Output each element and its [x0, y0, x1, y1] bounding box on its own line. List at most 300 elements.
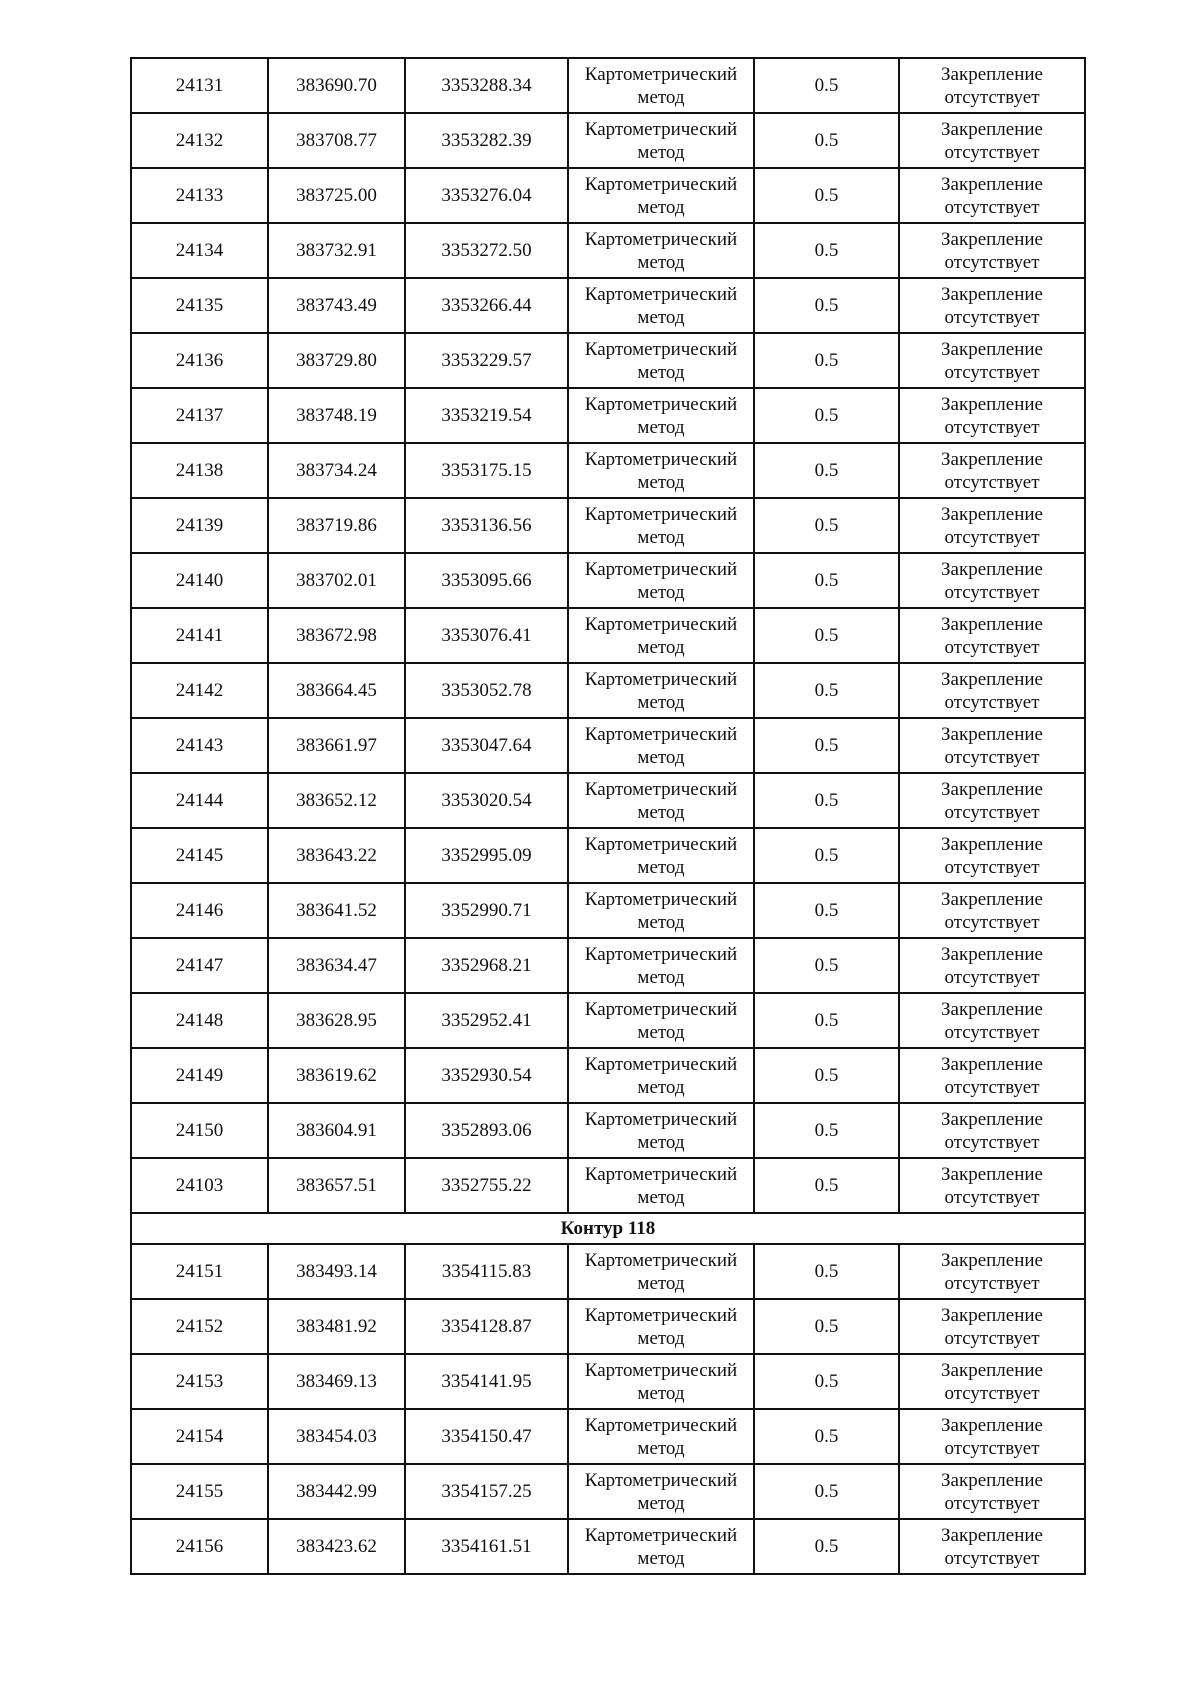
table-row: [131, 113, 1085, 168]
method-cell: [568, 1244, 754, 1299]
coordinate-y-cell: 3352930.54: [405, 1048, 568, 1103]
method-line2: метод: [637, 471, 685, 493]
section-title: Контур 118: [131, 1213, 1085, 1244]
table-row: [131, 1158, 1085, 1213]
fixation-cell: [899, 553, 1085, 608]
method-line1: Картометрический: [584, 778, 738, 800]
method-line1: Картометрический: [584, 558, 738, 580]
accuracy-cell: 0.5: [754, 883, 899, 938]
method-cell: [568, 1464, 754, 1519]
point-number-cell: 24144: [131, 773, 268, 828]
method-line2: метод: [637, 746, 685, 768]
method-cell: [568, 1519, 754, 1574]
table-row: [131, 223, 1085, 278]
table-row: [131, 388, 1085, 443]
method-line2: метод: [637, 141, 685, 163]
fixation-cell: [899, 443, 1085, 498]
method-line2: метод: [637, 801, 685, 823]
method-cell: [568, 443, 754, 498]
fixation-line1: Закрепление: [941, 998, 1043, 1020]
fixation-cell: [899, 1244, 1085, 1299]
accuracy-cell: 0.5: [754, 718, 899, 773]
method-line2: метод: [637, 196, 685, 218]
accuracy-cell: 0.5: [754, 553, 899, 608]
fixation-line2: отсутствует: [944, 1272, 1040, 1294]
fixation-line1: Закрепление: [941, 173, 1043, 195]
method-cell: [568, 1158, 754, 1213]
table-row: [131, 443, 1085, 498]
point-number-cell: 24131: [131, 58, 268, 113]
coordinate-x-cell: 383634.47: [268, 938, 405, 993]
coordinate-y-cell: 3352968.21: [405, 938, 568, 993]
fixation-cell: [899, 883, 1085, 938]
point-number-cell: 24152: [131, 1299, 268, 1354]
fixation-line2: отсутствует: [944, 251, 1040, 273]
coordinate-x-cell: 383734.24: [268, 443, 405, 498]
fixation-line1: Закрепление: [941, 283, 1043, 305]
fixation-line1: Закрепление: [941, 1053, 1043, 1075]
coordinate-x-cell: 383725.00: [268, 168, 405, 223]
method-cell: [568, 1048, 754, 1103]
coordinate-x-cell: 383423.62: [268, 1519, 405, 1574]
coordinate-y-cell: 3353272.50: [405, 223, 568, 278]
coordinate-x-cell: 383604.91: [268, 1103, 405, 1158]
fixation-line2: отсутствует: [944, 361, 1040, 383]
accuracy-cell: 0.5: [754, 223, 899, 278]
method-line1: Картометрический: [584, 888, 738, 910]
fixation-line1: Закрепление: [941, 668, 1043, 690]
fixation-line2: отсутствует: [944, 1437, 1040, 1459]
method-line1: Картометрический: [584, 503, 738, 525]
method-line1: Картометрический: [584, 1414, 738, 1436]
method-line2: метод: [637, 86, 685, 108]
fixation-cell: [899, 1103, 1085, 1158]
coordinate-y-cell: 3353095.66: [405, 553, 568, 608]
method-line1: Картометрический: [584, 118, 738, 140]
table-row: [131, 1409, 1085, 1464]
coordinate-x-cell: 383743.49: [268, 278, 405, 333]
point-number-cell: 24149: [131, 1048, 268, 1103]
table-row: [131, 828, 1085, 883]
accuracy-cell: 0.5: [754, 498, 899, 553]
coordinate-x-cell: 383454.03: [268, 1409, 405, 1464]
point-number-cell: 24147: [131, 938, 268, 993]
point-number-cell: 24146: [131, 883, 268, 938]
point-number-cell: 24133: [131, 168, 268, 223]
coordinates-table-body: [131, 58, 1085, 1574]
method-cell: [568, 278, 754, 333]
fixation-line1: Закрепление: [941, 723, 1043, 745]
method-line2: метод: [637, 856, 685, 878]
fixation-line2: отсутствует: [944, 1076, 1040, 1098]
fixation-cell: [899, 278, 1085, 333]
method-line2: метод: [637, 691, 685, 713]
fixation-line1: Закрепление: [941, 558, 1043, 580]
accuracy-cell: 0.5: [754, 993, 899, 1048]
method-line2: метод: [637, 1021, 685, 1043]
table-row: [131, 1244, 1085, 1299]
method-cell: [568, 608, 754, 663]
fixation-line2: отсутствует: [944, 856, 1040, 878]
coordinate-y-cell: 3353052.78: [405, 663, 568, 718]
point-number-cell: 24137: [131, 388, 268, 443]
accuracy-cell: 0.5: [754, 388, 899, 443]
table-row: [131, 553, 1085, 608]
method-line2: метод: [637, 636, 685, 658]
table-row: [131, 663, 1085, 718]
coordinate-x-cell: 383442.99: [268, 1464, 405, 1519]
coordinate-x-cell: 383732.91: [268, 223, 405, 278]
fixation-cell: [899, 1048, 1085, 1103]
method-line1: Картометрический: [584, 1469, 738, 1491]
table-row: [131, 718, 1085, 773]
coordinate-x-cell: 383493.14: [268, 1244, 405, 1299]
point-number-cell: 24154: [131, 1409, 268, 1464]
point-number-cell: 24135: [131, 278, 268, 333]
table-row: [131, 1464, 1085, 1519]
fixation-cell: [899, 58, 1085, 113]
method-line1: Картометрический: [584, 1359, 738, 1381]
point-number-cell: 24142: [131, 663, 268, 718]
accuracy-cell: 0.5: [754, 278, 899, 333]
method-line1: Картометрический: [584, 723, 738, 745]
accuracy-cell: 0.5: [754, 333, 899, 388]
fixation-line2: отсутствует: [944, 471, 1040, 493]
coordinate-x-cell: 383652.12: [268, 773, 405, 828]
coordinate-x-cell: 383702.01: [268, 553, 405, 608]
fixation-line2: отсутствует: [944, 1131, 1040, 1153]
fixation-cell: [899, 1158, 1085, 1213]
coordinate-y-cell: 3354150.47: [405, 1409, 568, 1464]
fixation-line1: Закрепление: [941, 1524, 1043, 1546]
fixation-line1: Закрепление: [941, 1163, 1043, 1185]
fixation-cell: [899, 1354, 1085, 1409]
accuracy-cell: 0.5: [754, 1354, 899, 1409]
method-line1: Картометрический: [584, 393, 738, 415]
method-cell: [568, 938, 754, 993]
coordinate-x-cell: 383664.45: [268, 663, 405, 718]
accuracy-cell: 0.5: [754, 1409, 899, 1464]
accuracy-cell: 0.5: [754, 1048, 899, 1103]
fixation-line1: Закрепление: [941, 613, 1043, 635]
coordinate-x-cell: 383672.98: [268, 608, 405, 663]
coordinate-x-cell: 383690.70: [268, 58, 405, 113]
accuracy-cell: 0.5: [754, 773, 899, 828]
method-line1: Картометрический: [584, 173, 738, 195]
fixation-line1: Закрепление: [941, 1249, 1043, 1271]
fixation-line1: Закрепление: [941, 833, 1043, 855]
method-cell: [568, 1299, 754, 1354]
coordinate-y-cell: 3352755.22: [405, 1158, 568, 1213]
method-line2: метод: [637, 1547, 685, 1569]
coordinate-x-cell: 383643.22: [268, 828, 405, 883]
method-cell: [568, 663, 754, 718]
method-cell: [568, 553, 754, 608]
method-line2: метод: [637, 1492, 685, 1514]
method-cell: [568, 1354, 754, 1409]
fixation-cell: [899, 168, 1085, 223]
method-line2: метод: [637, 911, 685, 933]
accuracy-cell: 0.5: [754, 443, 899, 498]
table-row: [131, 1354, 1085, 1409]
point-number-cell: 24140: [131, 553, 268, 608]
fixation-cell: [899, 773, 1085, 828]
fixation-line2: отсутствует: [944, 691, 1040, 713]
method-line2: метод: [637, 306, 685, 328]
coordinates-table: [130, 57, 1086, 1575]
table-row: [131, 1299, 1085, 1354]
fixation-cell: [899, 663, 1085, 718]
fixation-cell: [899, 388, 1085, 443]
accuracy-cell: 0.5: [754, 168, 899, 223]
fixation-line2: отсутствует: [944, 801, 1040, 823]
method-cell: [568, 883, 754, 938]
method-cell: [568, 113, 754, 168]
fixation-line2: отсутствует: [944, 1492, 1040, 1514]
table-row: [131, 938, 1085, 993]
coordinate-y-cell: 3353047.64: [405, 718, 568, 773]
point-number-cell: 24148: [131, 993, 268, 1048]
method-line1: Картометрический: [584, 228, 738, 250]
fixation-line1: Закрепление: [941, 338, 1043, 360]
coordinate-y-cell: 3354161.51: [405, 1519, 568, 1574]
table-row: [131, 773, 1085, 828]
fixation-line1: Закрепление: [941, 393, 1043, 415]
method-line1: Картометрический: [584, 1053, 738, 1075]
point-number-cell: 24139: [131, 498, 268, 553]
accuracy-cell: 0.5: [754, 1244, 899, 1299]
method-line2: метод: [637, 1076, 685, 1098]
coordinate-y-cell: 3352893.06: [405, 1103, 568, 1158]
fixation-line2: отсутствует: [944, 581, 1040, 603]
method-line2: метод: [637, 361, 685, 383]
point-number-cell: 24153: [131, 1354, 268, 1409]
method-line1: Картометрический: [584, 943, 738, 965]
point-number-cell: 24145: [131, 828, 268, 883]
coordinate-y-cell: 3352952.41: [405, 993, 568, 1048]
fixation-line1: Закрепление: [941, 888, 1043, 910]
method-cell: [568, 223, 754, 278]
point-number-cell: 24136: [131, 333, 268, 388]
method-line1: Картометрический: [584, 1163, 738, 1185]
table-row: [131, 498, 1085, 553]
fixation-line2: отсутствует: [944, 416, 1040, 438]
point-number-cell: 24155: [131, 1464, 268, 1519]
fixation-cell: [899, 1409, 1085, 1464]
coordinate-y-cell: 3353276.04: [405, 168, 568, 223]
coordinate-y-cell: 3353136.56: [405, 498, 568, 553]
method-line2: метод: [637, 416, 685, 438]
method-line1: Картометрический: [584, 1249, 738, 1271]
fixation-line1: Закрепление: [941, 118, 1043, 140]
fixation-cell: [899, 223, 1085, 278]
method-cell: [568, 828, 754, 883]
coordinate-y-cell: 3354157.25: [405, 1464, 568, 1519]
coordinate-x-cell: 383661.97: [268, 718, 405, 773]
method-line2: метод: [637, 1437, 685, 1459]
fixation-line2: отсутствует: [944, 196, 1040, 218]
fixation-line1: Закрепление: [941, 778, 1043, 800]
fixation-line2: отсутствует: [944, 746, 1040, 768]
coordinate-y-cell: 3352995.09: [405, 828, 568, 883]
method-line2: метод: [637, 1186, 685, 1208]
fixation-line2: отсутствует: [944, 1186, 1040, 1208]
method-cell: [568, 388, 754, 443]
coordinate-y-cell: 3354128.87: [405, 1299, 568, 1354]
table-row: [131, 608, 1085, 663]
table-row: [131, 278, 1085, 333]
method-line2: метод: [637, 1327, 685, 1349]
fixation-line1: Закрепление: [941, 1469, 1043, 1491]
fixation-line2: отсутствует: [944, 966, 1040, 988]
point-number-cell: 24150: [131, 1103, 268, 1158]
point-number-cell: 24132: [131, 113, 268, 168]
method-line1: Картометрический: [584, 63, 738, 85]
method-line1: Картометрический: [584, 1304, 738, 1326]
method-line1: Картометрический: [584, 1108, 738, 1130]
method-cell: [568, 333, 754, 388]
coordinate-x-cell: 383748.19: [268, 388, 405, 443]
method-cell: [568, 168, 754, 223]
fixation-line2: отсутствует: [944, 86, 1040, 108]
fixation-cell: [899, 828, 1085, 883]
point-number-cell: 24141: [131, 608, 268, 663]
method-cell: [568, 993, 754, 1048]
method-line2: метод: [637, 251, 685, 273]
coordinate-x-cell: 383719.86: [268, 498, 405, 553]
accuracy-cell: 0.5: [754, 1464, 899, 1519]
fixation-cell: [899, 1464, 1085, 1519]
fixation-cell: [899, 333, 1085, 388]
coordinate-x-cell: 383469.13: [268, 1354, 405, 1409]
accuracy-cell: 0.5: [754, 1519, 899, 1574]
method-cell: [568, 498, 754, 553]
method-cell: [568, 773, 754, 828]
fixation-line2: отсутствует: [944, 526, 1040, 548]
coordinate-y-cell: 3353282.39: [405, 113, 568, 168]
fixation-line1: Закрепление: [941, 1304, 1043, 1326]
method-line1: Картометрический: [584, 613, 738, 635]
method-line1: Картометрический: [584, 998, 738, 1020]
method-line2: метод: [637, 526, 685, 548]
fixation-cell: [899, 498, 1085, 553]
table-row: [131, 883, 1085, 938]
point-number-cell: 24138: [131, 443, 268, 498]
coordinate-y-cell: 3354115.83: [405, 1244, 568, 1299]
fixation-line2: отсутствует: [944, 911, 1040, 933]
point-number-cell: 24156: [131, 1519, 268, 1574]
coordinate-y-cell: 3353175.15: [405, 443, 568, 498]
fixation-line1: Закрепление: [941, 63, 1043, 85]
fixation-line2: отсутствует: [944, 1327, 1040, 1349]
point-number-cell: 24134: [131, 223, 268, 278]
fixation-cell: [899, 608, 1085, 663]
method-line1: Картометрический: [584, 338, 738, 360]
fixation-cell: [899, 938, 1085, 993]
table-row: [131, 993, 1085, 1048]
accuracy-cell: 0.5: [754, 1299, 899, 1354]
fixation-cell: [899, 1299, 1085, 1354]
fixation-line1: Закрепление: [941, 1359, 1043, 1381]
method-cell: [568, 1103, 754, 1158]
method-line1: Картометрический: [584, 448, 738, 470]
coordinate-y-cell: 3353219.54: [405, 388, 568, 443]
accuracy-cell: 0.5: [754, 1158, 899, 1213]
method-line2: метод: [637, 1272, 685, 1294]
coordinate-x-cell: 383628.95: [268, 993, 405, 1048]
coordinate-y-cell: 3354141.95: [405, 1354, 568, 1409]
coordinate-y-cell: 3353076.41: [405, 608, 568, 663]
coordinate-y-cell: 3353288.34: [405, 58, 568, 113]
fixation-line1: Закрепление: [941, 1108, 1043, 1130]
section-header-row: [131, 1213, 1085, 1244]
coordinate-x-cell: 383729.80: [268, 333, 405, 388]
table-row: [131, 333, 1085, 388]
fixation-line2: отсутствует: [944, 1382, 1040, 1404]
method-line1: Картометрический: [584, 1524, 738, 1546]
fixation-line1: Закрепление: [941, 943, 1043, 965]
table-row: [131, 1103, 1085, 1158]
method-cell: [568, 58, 754, 113]
accuracy-cell: 0.5: [754, 1103, 899, 1158]
method-cell: [568, 1409, 754, 1464]
table-row: [131, 168, 1085, 223]
coordinate-x-cell: 383641.52: [268, 883, 405, 938]
coordinate-x-cell: 383708.77: [268, 113, 405, 168]
fixation-cell: [899, 718, 1085, 773]
method-line1: Картометрический: [584, 833, 738, 855]
coordinate-y-cell: 3353229.57: [405, 333, 568, 388]
fixation-line2: отсутствует: [944, 636, 1040, 658]
table-row: [131, 58, 1085, 113]
fixation-line1: Закрепление: [941, 448, 1043, 470]
accuracy-cell: 0.5: [754, 828, 899, 883]
fixation-cell: [899, 1519, 1085, 1574]
accuracy-cell: 0.5: [754, 663, 899, 718]
accuracy-cell: 0.5: [754, 938, 899, 993]
point-number-cell: 24143: [131, 718, 268, 773]
fixation-line1: Закрепление: [941, 1414, 1043, 1436]
fixation-line2: отсутствует: [944, 1547, 1040, 1569]
fixation-cell: [899, 113, 1085, 168]
table-row: [131, 1048, 1085, 1103]
accuracy-cell: 0.5: [754, 58, 899, 113]
method-line1: Картометрический: [584, 668, 738, 690]
method-line2: метод: [637, 1382, 685, 1404]
method-line1: Картометрический: [584, 283, 738, 305]
fixation-line2: отсутствует: [944, 1021, 1040, 1043]
coordinate-x-cell: 383481.92: [268, 1299, 405, 1354]
point-number-cell: 24103: [131, 1158, 268, 1213]
method-cell: [568, 718, 754, 773]
accuracy-cell: 0.5: [754, 608, 899, 663]
point-number-cell: 24151: [131, 1244, 268, 1299]
fixation-line1: Закрепление: [941, 228, 1043, 250]
coordinate-y-cell: 3353020.54: [405, 773, 568, 828]
method-line2: метод: [637, 1131, 685, 1153]
coordinate-x-cell: 383657.51: [268, 1158, 405, 1213]
coordinate-y-cell: 3353266.44: [405, 278, 568, 333]
fixation-cell: [899, 993, 1085, 1048]
fixation-line2: отсутствует: [944, 141, 1040, 163]
accuracy-cell: 0.5: [754, 113, 899, 168]
fixation-line1: Закрепление: [941, 503, 1043, 525]
table-row: [131, 1519, 1085, 1574]
method-line2: метод: [637, 581, 685, 603]
coordinate-x-cell: 383619.62: [268, 1048, 405, 1103]
method-line2: метод: [637, 966, 685, 988]
fixation-line2: отсутствует: [944, 306, 1040, 328]
